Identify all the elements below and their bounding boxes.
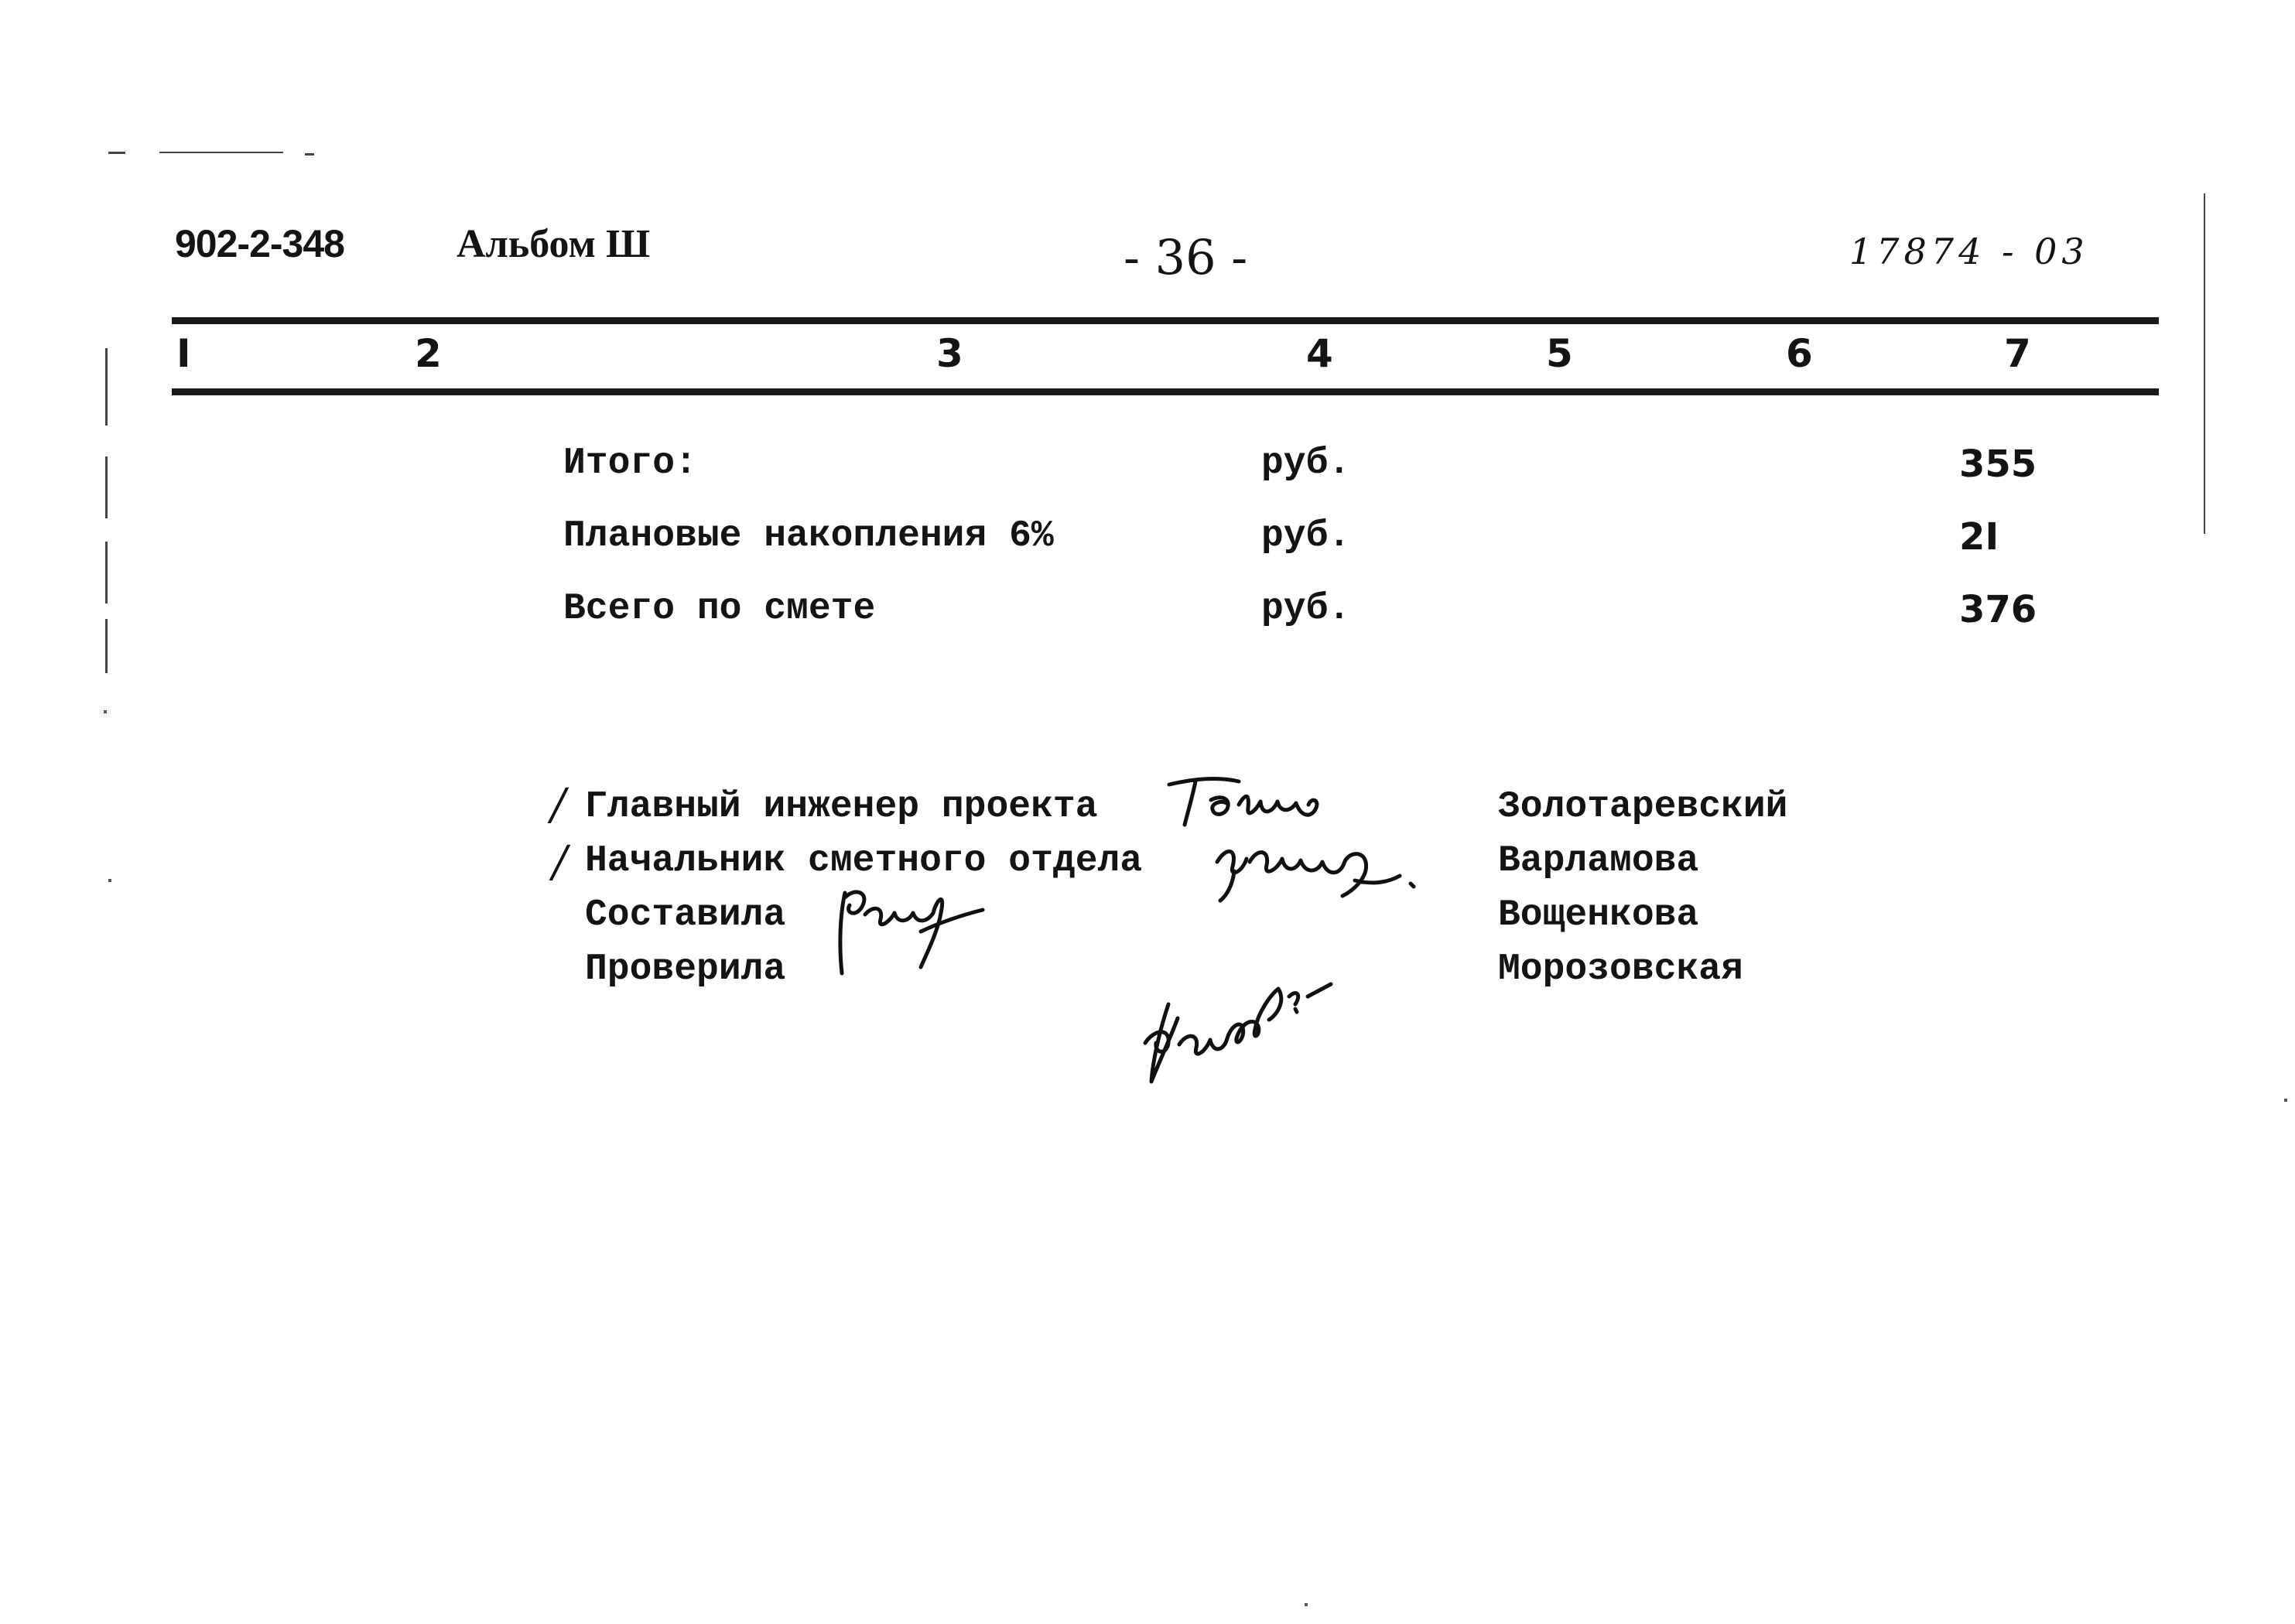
signatory-role: Составила xyxy=(585,894,786,936)
column-number-4: 4 xyxy=(1306,331,1333,376)
scan-edge-left xyxy=(105,456,108,518)
check-mark: / xyxy=(552,837,567,887)
planned-savings-value: 2I xyxy=(1959,515,1999,559)
signatory-role: Начальник сметного отдела xyxy=(585,840,1143,882)
handwritten-code: 17874 - 03 xyxy=(1849,231,2089,272)
signatory-name: Варламова xyxy=(1498,840,1699,882)
scan-speck xyxy=(1305,1603,1308,1606)
scan-edge-left xyxy=(105,542,108,603)
handwritten-signature xyxy=(828,882,990,983)
scan-edge-right xyxy=(2204,193,2205,534)
scan-edge-left xyxy=(105,348,108,426)
handwritten-signature xyxy=(1165,774,1335,836)
table-rule-top xyxy=(172,317,2159,324)
column-number-5: 5 xyxy=(1546,331,1573,376)
column-number-7: 7 xyxy=(2004,331,2031,376)
scan-speck xyxy=(108,879,111,882)
signatory-name: Вощенкова xyxy=(1498,894,1699,936)
table-rule-bottom xyxy=(172,388,2159,395)
column-number-6: 6 xyxy=(1786,331,1813,376)
signatory-role: Проверила xyxy=(585,949,786,990)
total-row-label: Итого: xyxy=(563,443,697,484)
total-row-unit: руб. xyxy=(1261,443,1351,484)
document-code: 902-2-348 xyxy=(175,222,344,265)
scan-dash-top xyxy=(159,152,283,153)
scan-dash-top xyxy=(305,153,314,156)
planned-savings-label: Плановые накопления 6% xyxy=(563,515,1054,557)
scan-dash-top xyxy=(108,152,125,154)
page-number: - 36 - xyxy=(1124,229,1248,285)
estimate-total-value: 376 xyxy=(1959,588,2037,631)
scan-speck xyxy=(2284,1099,2287,1102)
scan-speck xyxy=(104,710,107,713)
scan-edge-left xyxy=(105,619,108,673)
column-number-3: 3 xyxy=(936,331,963,376)
check-mark: / xyxy=(551,780,566,830)
signatory-role: Главный инженер проекта xyxy=(585,786,1098,828)
album-label: Альбом Ш xyxy=(457,222,651,266)
estimate-total-label: Всего по смете xyxy=(563,588,876,630)
signatory-name: Золотаревский xyxy=(1498,786,1788,828)
column-number-2: 2 xyxy=(415,331,442,376)
planned-savings-unit: руб. xyxy=(1261,515,1351,557)
estimate-total-unit: руб. xyxy=(1261,588,1351,630)
handwritten-signature xyxy=(1211,831,1428,908)
signatory-name: Морозовская xyxy=(1498,949,1743,990)
handwritten-signature xyxy=(1137,958,1346,1089)
column-number-1: I xyxy=(176,331,191,376)
total-row-value: 355 xyxy=(1959,443,2037,486)
